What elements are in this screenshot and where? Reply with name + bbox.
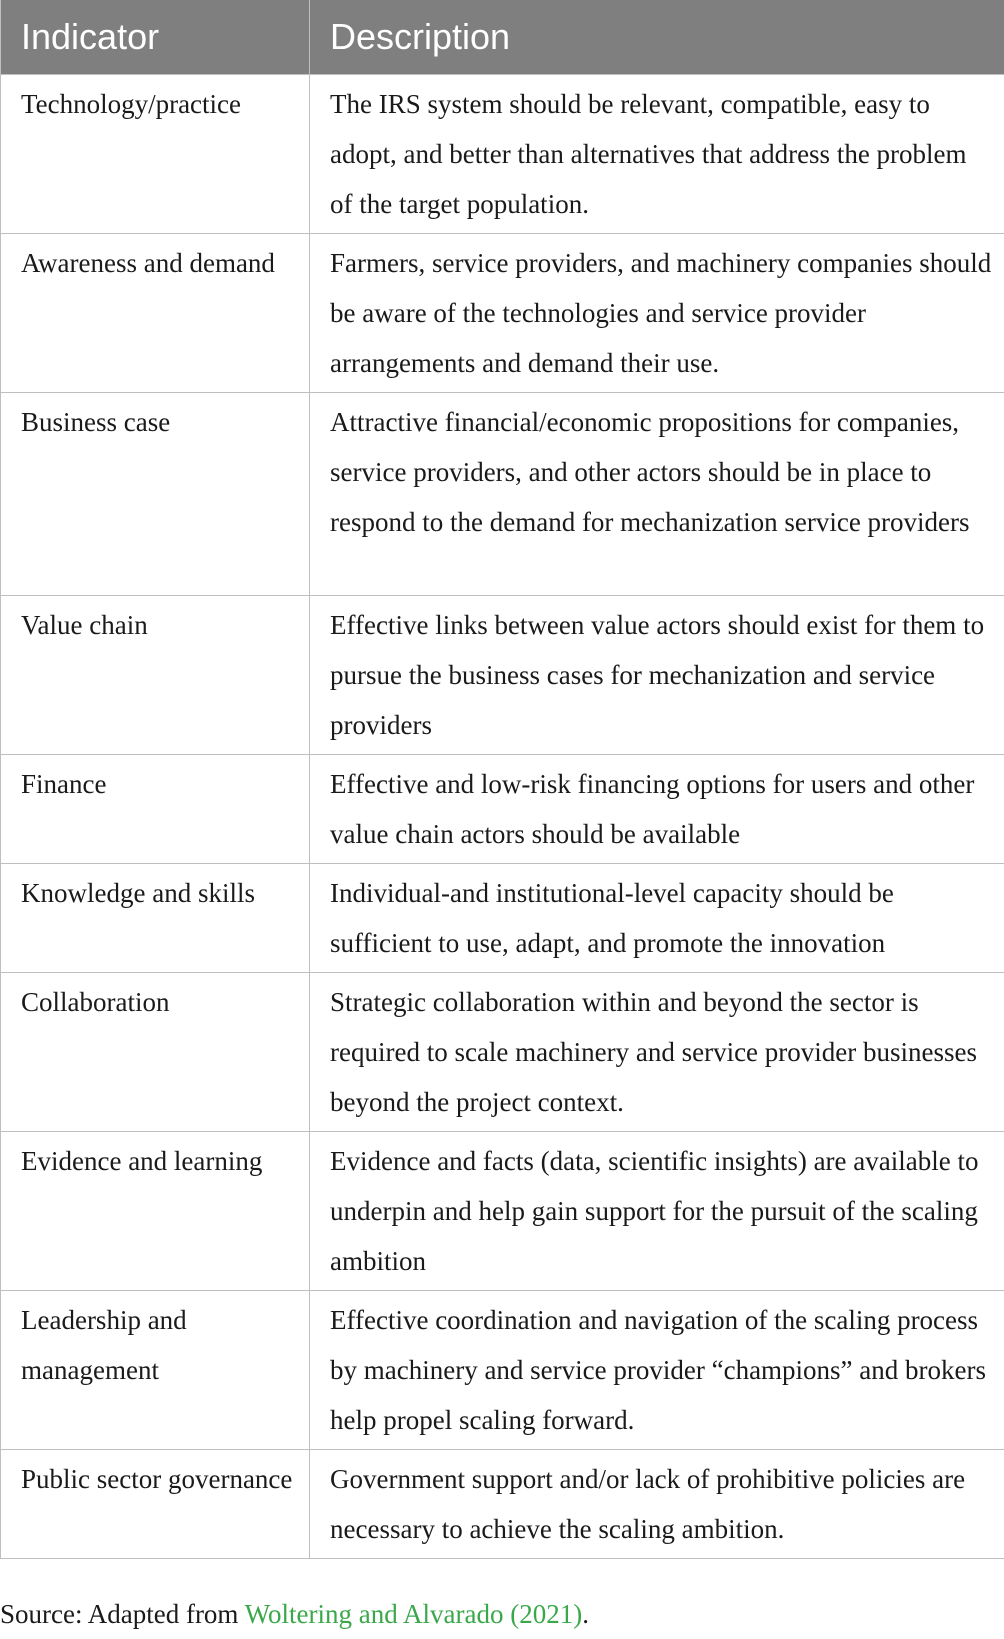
table-row — [1, 595, 1004, 754]
table-body — [1, 74, 1004, 1558]
description-cell: Government support and/or lack of prohibitive policies are necessary to achieve the scaling ambition. — [310, 1449, 1004, 1558]
source-note — [0, 1594, 589, 1634]
indicator-cell: Value chain — [1, 595, 310, 754]
table-row — [1, 392, 1004, 595]
source-prefix: Source: Adapted from — [0, 1599, 245, 1629]
indicator-cell: Collaboration — [1, 972, 310, 1131]
indicator-cell: Evidence and learning — [1, 1131, 310, 1290]
source-suffix: . — [582, 1599, 589, 1629]
table-row — [1, 972, 1004, 1131]
description-cell: Evidence and facts (data, scientific insights) are available to underpin and help gain support for the pursuit of the scaling ambition — [310, 1131, 1004, 1290]
table-row — [1, 754, 1004, 863]
table-row — [1, 863, 1004, 972]
indicator-cell: Finance — [1, 754, 310, 863]
indicator-cell: Awareness and demand — [1, 233, 310, 392]
table-row — [1, 1290, 1004, 1449]
description-cell: Individual-and institutional-level capacity should be sufficient to use, adapt, and promote the innovation — [310, 863, 1004, 972]
table-row — [1, 1131, 1004, 1290]
table-row — [1, 1449, 1004, 1558]
description-cell: Effective coordination and navigation of the scaling process by machinery and service provider “champions” and brokers help propel scaling forward. — [310, 1290, 1004, 1449]
source-citation-link[interactable]: Woltering and Alvarado (2021) — [244, 1599, 583, 1629]
indicator-cell: Public sector governance — [1, 1449, 310, 1558]
description-cell: Strategic collaboration within and beyond the sector is required to scale machinery and service provider businesses beyond the project context. — [310, 972, 1004, 1131]
indicator-cell: Knowledge and skills — [1, 863, 310, 972]
indicator-cell: Technology/practice — [1, 74, 310, 233]
indicator-cell: Leadership and management — [1, 1290, 310, 1449]
description-cell: Effective links between value actors should exist for them to pursue the business cases for mechanization and service providers — [310, 595, 1004, 754]
indicator-cell: Business case — [1, 392, 310, 595]
header-indicator: Indicator — [1, 0, 310, 74]
description-cell: Attractive financial/economic propositions for companies, service providers, and other actors should be in place to respond to the demand for mechanization service providers — [310, 392, 1004, 595]
description-cell: The IRS system should be relevant, compatible, easy to adopt, and better than alternatives that address the problem of the target population. — [310, 74, 1004, 233]
table-row — [1, 74, 1004, 233]
description-cell: Farmers, service providers, and machinery companies should be aware of the technologies and service provider arrangements and demand their use. — [310, 233, 1004, 392]
header-row — [1, 0, 1004, 74]
table-row — [1, 233, 1004, 392]
header-description: Description — [310, 0, 1004, 74]
table-header — [1, 0, 1004, 74]
description-cell: Effective and low-risk financing options for users and other value chain actors should be available — [310, 754, 1004, 863]
